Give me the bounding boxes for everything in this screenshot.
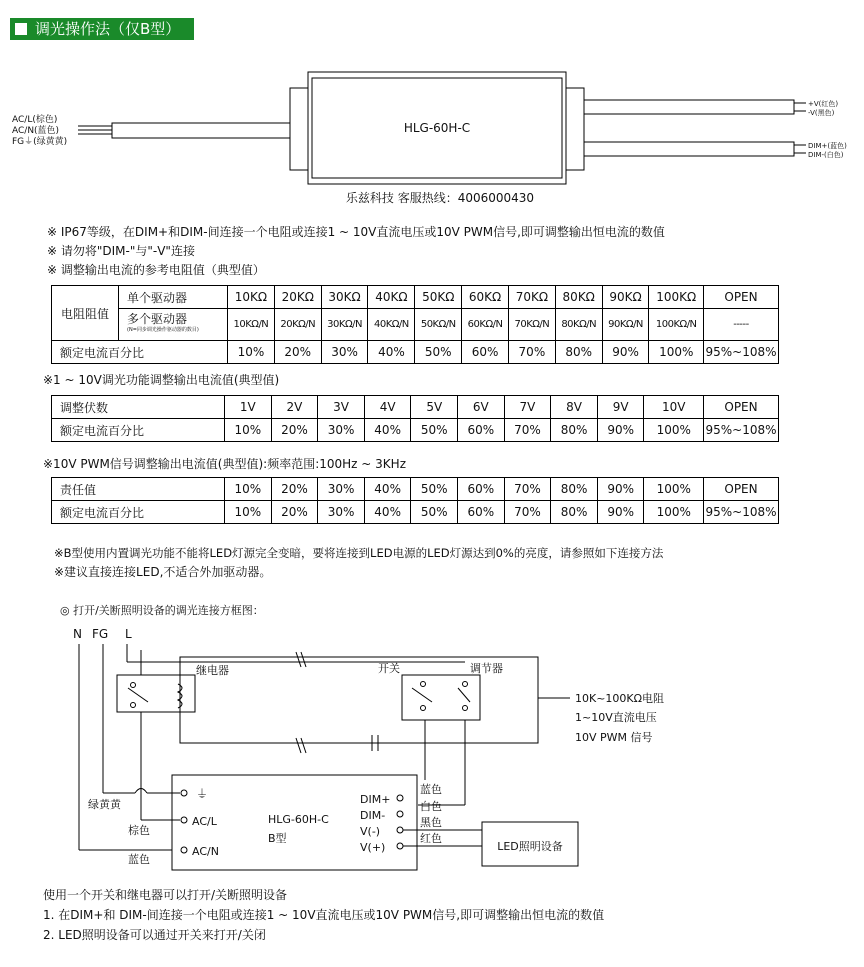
- table-cell: OPEN: [704, 478, 779, 501]
- table-cell: 40%: [364, 501, 411, 524]
- table-cell: 10%: [225, 501, 272, 524]
- pin-acl: AC/L: [192, 815, 217, 828]
- table-cell: 6V: [458, 396, 505, 419]
- pin-vplus: V(+): [360, 841, 386, 854]
- table-cell: 60%: [458, 419, 505, 442]
- pwm-table: [51, 477, 779, 524]
- table-cell: 60KΩ: [462, 286, 509, 309]
- dim-cable: [584, 142, 794, 156]
- table-cell: 95%~108%: [704, 341, 779, 364]
- table-cell: 30%: [321, 341, 368, 364]
- note-direct: ※建议直接连接LED,不适合外加驱动器。: [54, 565, 272, 579]
- table-cell: 7V: [504, 396, 551, 419]
- voltage-label: 调整伏数: [52, 396, 225, 419]
- table-cell: 80KΩ/N: [555, 309, 602, 341]
- diagram-title: ◎ 打开/关断照明设备的调光连接方框图：: [60, 604, 264, 617]
- pin-acn: AC/N: [192, 845, 219, 858]
- dimplus-label: DIM+(蓝色): [808, 142, 847, 150]
- table-cell: 90%: [597, 478, 644, 501]
- option-resistor: 10K~100KΩ电阻: [575, 692, 665, 705]
- table-cell: 20%: [271, 501, 318, 524]
- driver-model-label: HLG-60H-C: [403, 121, 471, 135]
- label-l: L: [125, 627, 132, 641]
- acn-label: AC/N(蓝色): [12, 126, 60, 136]
- dimminus-label: DIM-(白色): [808, 151, 844, 159]
- table-cell: 10KΩ/N: [228, 309, 275, 341]
- note-reference: ※ 调整输出电流的参考电阻值（典型值）: [47, 263, 265, 277]
- led-device-label: LED照明设备: [497, 840, 563, 853]
- voltage-table: [51, 395, 779, 442]
- single-label: 单个驱动器: [119, 286, 228, 309]
- table-cell: 50%: [415, 341, 462, 364]
- wiring-diagram: [0, 620, 864, 875]
- table-cell: 80%: [551, 419, 598, 442]
- table-cell: 30KΩ/N: [321, 309, 368, 341]
- table-cell: 80%: [551, 501, 598, 524]
- table-cell: 70KΩ: [508, 286, 555, 309]
- ground-icon: ⏚: [196, 787, 209, 801]
- multi-label: 多个驱动器: [127, 311, 188, 326]
- table-cell: 95%~108%: [704, 501, 779, 524]
- section-title: 调光操作法（仅B型）: [35, 20, 181, 38]
- table-cell: 10%: [225, 419, 272, 442]
- pin-vminus: V(-): [360, 825, 381, 838]
- table-cell: 90%: [597, 501, 644, 524]
- output-cable: [584, 100, 794, 114]
- note-ip67: ※ IP67等级，在DIM+和DIM-间连接一个电阻或连接1 ~ 10V直流电压或10V PWM信号,即可调整输出恒电流的数值: [47, 225, 665, 239]
- table-cell: 10V: [644, 396, 704, 419]
- table-cell: 20%: [274, 341, 321, 364]
- table-cell: 3V: [318, 396, 365, 419]
- input-cable: [112, 123, 302, 138]
- wire-green-yellow: 绿黄黄: [88, 798, 121, 811]
- table-cell: 60%: [458, 501, 505, 524]
- table-cell: 90%: [597, 419, 644, 442]
- wire-brown: 棕色: [128, 824, 150, 837]
- duty-label: 责任值: [52, 478, 225, 501]
- wire-blue: 蓝色: [420, 783, 442, 796]
- table-cell: 80%: [551, 478, 598, 501]
- relay-label: 继电器: [196, 664, 229, 677]
- table-cell: 70%: [504, 419, 551, 442]
- table-cell: OPEN: [704, 286, 779, 309]
- table-cell: 30%: [318, 419, 365, 442]
- table-cell: 50%: [411, 501, 458, 524]
- wire-black: 黑色: [420, 816, 442, 829]
- table-cell: 100%: [644, 501, 704, 524]
- table-cell: 100%: [649, 341, 704, 364]
- table-cell: 60%: [462, 341, 509, 364]
- multi-note: (N=同步调光操作驱动器的数目): [127, 326, 199, 333]
- table-cell: 8V: [551, 396, 598, 419]
- table-cell: 60%: [458, 478, 505, 501]
- table-cell: 20%: [271, 419, 318, 442]
- table-cell: 90KΩ: [602, 286, 649, 309]
- table-cell: 20KΩ/N: [274, 309, 321, 341]
- table-cell: 1V: [225, 396, 272, 419]
- table-cell: 70%: [504, 501, 551, 524]
- vminus-label: -V(黑色): [808, 109, 835, 117]
- table-cell: 50KΩ: [415, 286, 462, 309]
- footer-line-3: 2. LED照明设备可以通过开关来打开/关闭: [43, 928, 266, 942]
- square-icon: [15, 23, 27, 35]
- resistance-table: [51, 285, 779, 364]
- table-cell: 100KΩ/N: [649, 309, 704, 341]
- table-cell: 80KΩ: [555, 286, 602, 309]
- table-cell: 50%: [411, 419, 458, 442]
- product-drawing: [0, 60, 864, 210]
- table-cell: 100%: [644, 478, 704, 501]
- vplus-label: +V(红色): [808, 100, 839, 108]
- table-cell: 20KΩ: [274, 286, 321, 309]
- option-voltage: 1~10V直流电压: [575, 711, 657, 724]
- table-cell: 100%: [644, 419, 704, 442]
- table-cell: 20%: [271, 478, 318, 501]
- table-cell: 4V: [364, 396, 411, 419]
- table-cell: -----: [704, 309, 779, 341]
- table-cell: 80%: [555, 341, 602, 364]
- row-label: 电阻阻值: [52, 286, 119, 341]
- table-cell: 10KΩ: [228, 286, 275, 309]
- table3-caption: ※10V PWM信号调整输出电流值(典型值):频率范围:100Hz ~ 3KHz: [43, 457, 406, 471]
- table-cell: 50KΩ/N: [415, 309, 462, 341]
- driver-type: B型: [268, 832, 287, 845]
- table2-caption: ※1 ~ 10V调光功能调整输出电流值(典型值): [43, 373, 280, 387]
- fg-label: FG⏚(绿黄黄): [12, 137, 68, 147]
- note-warning: ※ 请勿将"DIM-"与"-V"连接: [47, 244, 195, 258]
- table-cell: 90%: [602, 341, 649, 364]
- pin-dimplus: DIM+: [360, 793, 391, 806]
- wire-blue-left: 蓝色: [128, 853, 150, 866]
- footer-line-2: 1. 在DIM+和 DIM-间连接一个电阻或连接1 ~ 10V直流电压或10V PWM信号,即可调整输出恒电流的数值: [43, 908, 605, 922]
- label-n: N: [73, 627, 82, 641]
- table-cell: 30%: [318, 501, 365, 524]
- option-pwm: 10V PWM 信号: [575, 731, 653, 744]
- table-cell: 10%: [225, 478, 272, 501]
- label-fg: FG: [92, 627, 109, 641]
- table-cell: 100KΩ: [649, 286, 704, 309]
- table-cell: 30KΩ: [321, 286, 368, 309]
- table-cell: 95%~108%: [704, 419, 779, 442]
- acl-label: AC/L(棕色): [12, 115, 58, 125]
- pct-label: 额定电流百分比: [52, 501, 225, 524]
- note-type-b: ※B型使用内置调光功能不能将LED灯源完全变暗，要将连接到LED电源的LED灯源达到0%的亮度，请参照如下连接方法: [54, 546, 664, 560]
- table-cell: 30%: [318, 478, 365, 501]
- table-cell: 40KΩ/N: [368, 309, 415, 341]
- driver-model: HLG-60H-C: [268, 813, 329, 826]
- table-cell: 60KΩ/N: [462, 309, 509, 341]
- dimmer-label: 调节器: [470, 662, 503, 675]
- wire-red: 红色: [420, 832, 442, 845]
- table-cell: 9V: [597, 396, 644, 419]
- table-cell: 2V: [271, 396, 318, 419]
- table-cell: 90KΩ/N: [602, 309, 649, 341]
- table-cell: 5V: [411, 396, 458, 419]
- table-cell: 70KΩ/N: [508, 309, 555, 341]
- table-cell: 70%: [508, 341, 555, 364]
- table-cell: 40%: [364, 419, 411, 442]
- section-header: [10, 18, 194, 40]
- multi-label-cell: [119, 309, 228, 341]
- table-cell: OPEN: [704, 396, 779, 419]
- pin-dimminus: DIM-: [360, 809, 386, 822]
- table-cell: 50%: [411, 478, 458, 501]
- table-cell: 40%: [364, 478, 411, 501]
- pct-label: 额定电流百分比: [52, 341, 228, 364]
- hotline-text: 乐兹科技 客服热线：4006000430: [345, 191, 535, 205]
- footer-line-1: 使用一个开关和继电器可以打开/关断照明设备: [43, 888, 288, 902]
- table-cell: 40%: [368, 341, 415, 364]
- table-cell: 40KΩ: [368, 286, 415, 309]
- table-cell: 10%: [228, 341, 275, 364]
- wire-white: 白色: [420, 800, 442, 813]
- pct-label: 额定电流百分比: [52, 419, 225, 442]
- table-cell: 70%: [504, 478, 551, 501]
- switch-label: 开关: [378, 662, 400, 675]
